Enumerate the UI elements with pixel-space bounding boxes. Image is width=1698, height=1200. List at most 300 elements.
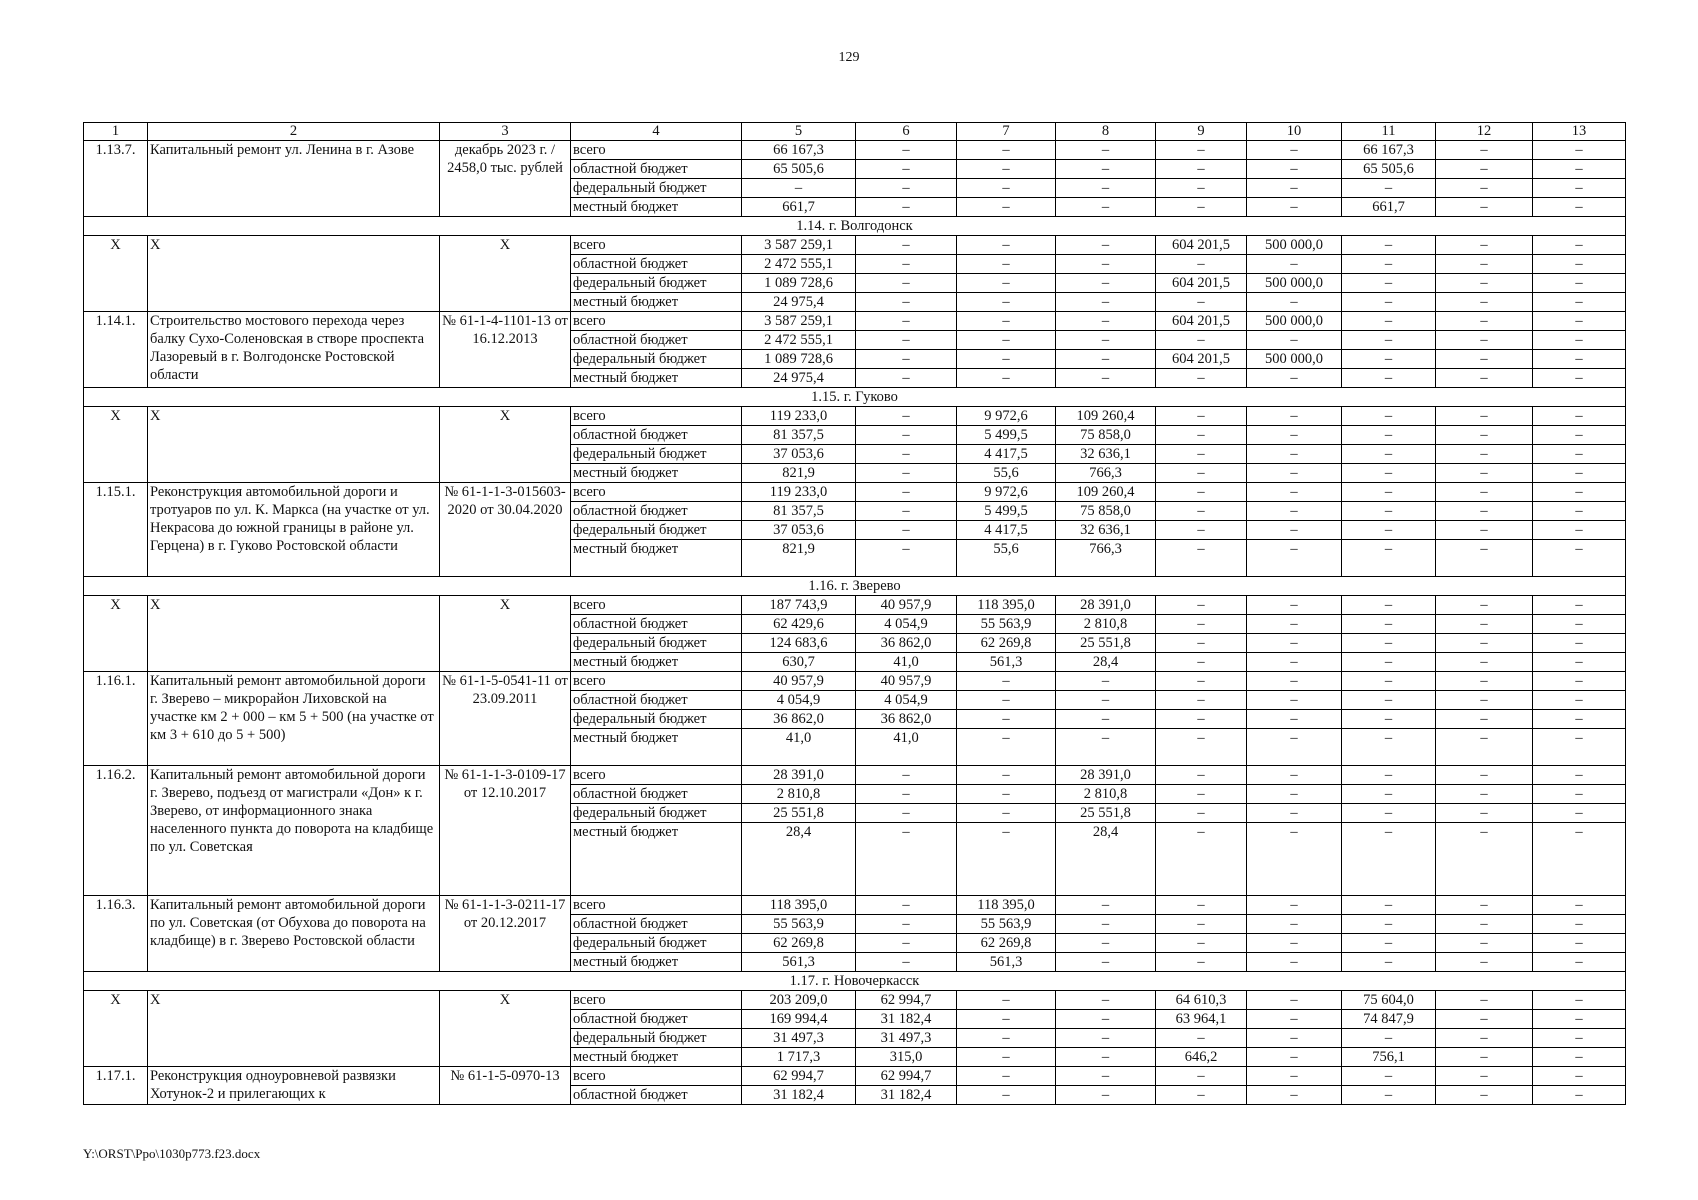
budget-source-label: местный бюджет — [571, 540, 742, 577]
value-cell: – — [1436, 464, 1533, 483]
item-number: 1.17.1. — [84, 1067, 148, 1105]
value-cell: – — [1342, 653, 1436, 672]
value-cell: – — [957, 729, 1056, 766]
value-cell: – — [1156, 823, 1247, 896]
value-cell: – — [957, 293, 1056, 312]
item-name: Х — [148, 407, 440, 483]
value-cell: 4 054,9 — [856, 691, 957, 710]
value-cell: – — [1533, 785, 1626, 804]
value-cell: – — [1342, 729, 1436, 766]
value-cell: 561,3 — [742, 953, 856, 972]
section-row — [84, 217, 1626, 236]
value-cell: – — [1342, 934, 1436, 953]
value-cell: – — [1156, 785, 1247, 804]
value-cell: – — [856, 141, 957, 160]
value-cell: – — [1436, 653, 1533, 672]
budget-source-label: областной бюджет — [571, 255, 742, 274]
value-cell: – — [1247, 426, 1342, 445]
budget-source-label: областной бюджет — [571, 160, 742, 179]
table-row — [84, 896, 1626, 915]
item-name: Х — [148, 236, 440, 312]
column-header: 13 — [1533, 123, 1626, 141]
value-cell: – — [1056, 1086, 1156, 1105]
value-cell: – — [1436, 236, 1533, 255]
value-cell: – — [1342, 483, 1436, 502]
value-cell: – — [1156, 141, 1247, 160]
value-cell: – — [1247, 407, 1342, 426]
budget-source-label: местный бюджет — [571, 1048, 742, 1067]
value-cell: – — [856, 426, 957, 445]
table-row — [84, 236, 1626, 255]
value-cell: 25 551,8 — [1056, 804, 1156, 823]
value-cell: 203 209,0 — [742, 991, 856, 1010]
budget-source-label: областной бюджет — [571, 1086, 742, 1105]
value-cell: 65 505,6 — [742, 160, 856, 179]
budget-source-label: всего — [571, 141, 742, 160]
value-cell: – — [1533, 483, 1626, 502]
value-cell: – — [1247, 160, 1342, 179]
value-cell: – — [1533, 615, 1626, 634]
value-cell: – — [856, 540, 957, 577]
value-cell: – — [1156, 255, 1247, 274]
item-document: № 61-1-1-3-0211-17 от 20.12.2017 — [440, 896, 571, 972]
value-cell: – — [957, 198, 1056, 217]
value-cell: – — [1056, 1029, 1156, 1048]
value-cell: – — [1533, 691, 1626, 710]
value-cell: 1 089 728,6 — [742, 274, 856, 293]
value-cell: 55 563,9 — [742, 915, 856, 934]
budget-source-label: всего — [571, 407, 742, 426]
value-cell: – — [1247, 198, 1342, 217]
value-cell: – — [1533, 350, 1626, 369]
value-cell: 500 000,0 — [1247, 274, 1342, 293]
column-header: 3 — [440, 123, 571, 141]
value-cell: – — [1436, 426, 1533, 445]
value-cell: – — [1056, 274, 1156, 293]
value-cell: – — [957, 179, 1056, 198]
value-cell: – — [1533, 596, 1626, 615]
value-cell: – — [957, 1048, 1056, 1067]
value-cell: 62 269,8 — [742, 934, 856, 953]
value-cell: 62 994,7 — [742, 1067, 856, 1086]
value-cell: – — [1342, 331, 1436, 350]
value-cell: – — [1056, 934, 1156, 953]
value-cell: – — [856, 445, 957, 464]
value-cell: 124 683,6 — [742, 634, 856, 653]
budget-source-label: областной бюджет — [571, 785, 742, 804]
value-cell: – — [1436, 483, 1533, 502]
value-cell: 66 167,3 — [1342, 141, 1436, 160]
value-cell: 119 233,0 — [742, 407, 856, 426]
value-cell: 25 551,8 — [742, 804, 856, 823]
item-document: № 61-1-1-3-0109-17 от 12.10.2017 — [440, 766, 571, 896]
value-cell: – — [1436, 331, 1533, 350]
value-cell: – — [957, 236, 1056, 255]
value-cell: – — [1342, 896, 1436, 915]
value-cell: – — [856, 804, 957, 823]
value-cell: 41,0 — [856, 729, 957, 766]
value-cell: – — [1342, 915, 1436, 934]
value-cell: – — [1342, 407, 1436, 426]
value-cell: – — [1247, 293, 1342, 312]
section-row — [84, 577, 1626, 596]
value-cell: – — [1156, 293, 1247, 312]
value-cell: – — [1436, 691, 1533, 710]
value-cell: – — [1533, 407, 1626, 426]
value-cell: – — [1436, 804, 1533, 823]
column-header: 4 — [571, 123, 742, 141]
value-cell: 75 858,0 — [1056, 426, 1156, 445]
value-cell: – — [957, 350, 1056, 369]
value-cell: – — [1436, 1067, 1533, 1086]
value-cell: – — [1533, 445, 1626, 464]
value-cell: – — [1436, 823, 1533, 896]
value-cell: – — [1342, 502, 1436, 521]
value-cell: – — [1436, 729, 1533, 766]
value-cell: – — [1156, 691, 1247, 710]
value-cell: – — [1156, 766, 1247, 785]
value-cell: – — [1056, 236, 1156, 255]
table-body — [84, 123, 1626, 1105]
value-cell: – — [1247, 915, 1342, 934]
value-cell: – — [1156, 1086, 1247, 1105]
value-cell: – — [1156, 331, 1247, 350]
value-cell: – — [1247, 596, 1342, 615]
column-header: 11 — [1342, 123, 1436, 141]
value-cell: – — [856, 502, 957, 521]
budget-source-label: всего — [571, 236, 742, 255]
value-cell: 9 972,6 — [957, 483, 1056, 502]
value-cell: – — [1342, 1086, 1436, 1105]
budget-source-label: федеральный бюджет — [571, 179, 742, 198]
value-cell: – — [1436, 521, 1533, 540]
budget-source-label: всего — [571, 991, 742, 1010]
item-number: 1.13.7. — [84, 141, 148, 217]
column-header: 9 — [1156, 123, 1247, 141]
value-cell: – — [957, 369, 1056, 388]
value-cell: – — [1247, 464, 1342, 483]
value-cell: 28 391,0 — [1056, 596, 1156, 615]
value-cell: 3 587 259,1 — [742, 236, 856, 255]
budget-source-label: областной бюджет — [571, 1010, 742, 1029]
item-number: Х — [84, 991, 148, 1067]
value-cell: 24 975,4 — [742, 293, 856, 312]
value-cell: – — [1156, 198, 1247, 217]
value-cell: – — [1156, 896, 1247, 915]
table-row — [84, 766, 1626, 785]
value-cell: 604 201,5 — [1156, 274, 1247, 293]
column-header: 1 — [84, 123, 148, 141]
value-cell: – — [957, 1029, 1056, 1048]
value-cell: – — [856, 953, 957, 972]
table-row — [84, 596, 1626, 615]
value-cell: 2 472 555,1 — [742, 255, 856, 274]
column-header: 12 — [1436, 123, 1533, 141]
value-cell: – — [1056, 198, 1156, 217]
value-cell: – — [856, 896, 957, 915]
section-title: 1.17. г. Новочеркасск — [84, 972, 1626, 991]
value-cell: – — [1533, 953, 1626, 972]
value-cell: – — [1247, 141, 1342, 160]
item-number: Х — [84, 596, 148, 672]
item-number: 1.14.1. — [84, 312, 148, 388]
value-cell: – — [1247, 1010, 1342, 1029]
value-cell: 4 054,9 — [742, 691, 856, 710]
item-name: Капитальный ремонт автомобильной дороги по ул. Советская (от Обухова до поворота на кладбище) в г. Зверево Ростовской области — [148, 896, 440, 972]
value-cell: 646,2 — [1156, 1048, 1247, 1067]
value-cell: – — [1533, 1010, 1626, 1029]
value-cell: – — [1533, 729, 1626, 766]
budget-source-label: местный бюджет — [571, 953, 742, 972]
value-cell: – — [1247, 653, 1342, 672]
table-row — [84, 407, 1626, 426]
value-cell: – — [1247, 804, 1342, 823]
value-cell: – — [1342, 634, 1436, 653]
value-cell: – — [1247, 540, 1342, 577]
value-cell: – — [1436, 369, 1533, 388]
value-cell: 32 636,1 — [1056, 521, 1156, 540]
value-cell: – — [1533, 1067, 1626, 1086]
table-row — [84, 141, 1626, 160]
value-cell: – — [856, 407, 957, 426]
value-cell: – — [1342, 691, 1436, 710]
value-cell: – — [1156, 710, 1247, 729]
value-cell: 1 717,3 — [742, 1048, 856, 1067]
value-cell: – — [1436, 710, 1533, 729]
value-cell: – — [1056, 710, 1156, 729]
value-cell: 500 000,0 — [1247, 312, 1342, 331]
section-row — [84, 388, 1626, 407]
value-cell: – — [957, 1086, 1056, 1105]
value-cell: – — [1247, 672, 1342, 691]
value-cell: – — [1342, 785, 1436, 804]
value-cell: – — [1156, 672, 1247, 691]
value-cell: 81 357,5 — [742, 502, 856, 521]
budget-source-label: областной бюджет — [571, 691, 742, 710]
value-cell: – — [1533, 312, 1626, 331]
item-document: декабрь 2023 г. / 2458,0 тыс. рублей — [440, 141, 571, 217]
value-cell: – — [957, 141, 1056, 160]
value-cell: – — [856, 369, 957, 388]
value-cell: 821,9 — [742, 540, 856, 577]
value-cell: 75 604,0 — [1342, 991, 1436, 1010]
value-cell: 119 233,0 — [742, 483, 856, 502]
value-cell: 4 417,5 — [957, 521, 1056, 540]
value-cell: – — [957, 710, 1056, 729]
item-number: Х — [84, 236, 148, 312]
value-cell: – — [1533, 991, 1626, 1010]
value-cell: – — [1342, 350, 1436, 369]
value-cell: 187 743,9 — [742, 596, 856, 615]
budget-source-label: областной бюджет — [571, 426, 742, 445]
value-cell: – — [1533, 255, 1626, 274]
value-cell: – — [1247, 1029, 1342, 1048]
value-cell: – — [1247, 1086, 1342, 1105]
value-cell: 62 994,7 — [856, 991, 957, 1010]
value-cell: 661,7 — [742, 198, 856, 217]
budget-source-label: федеральный бюджет — [571, 445, 742, 464]
value-cell: – — [1156, 596, 1247, 615]
footer-path: Y:\ORST\Ppo\1030p773.f23.docx — [83, 1146, 261, 1161]
budget-source-label: федеральный бюджет — [571, 634, 742, 653]
value-cell: – — [957, 274, 1056, 293]
value-cell: – — [1436, 615, 1533, 634]
value-cell: – — [1436, 1010, 1533, 1029]
value-cell: 28,4 — [742, 823, 856, 896]
value-cell: 604 201,5 — [1156, 236, 1247, 255]
budget-source-label: федеральный бюджет — [571, 710, 742, 729]
page-number: 129 — [838, 50, 860, 65]
value-cell: – — [1342, 293, 1436, 312]
value-cell: – — [1436, 198, 1533, 217]
value-cell: – — [1533, 369, 1626, 388]
value-cell: 315,0 — [856, 1048, 957, 1067]
budget-source-label: федеральный бюджет — [571, 1029, 742, 1048]
value-cell: – — [1247, 255, 1342, 274]
value-cell: 62 269,8 — [957, 934, 1056, 953]
value-cell: – — [1056, 691, 1156, 710]
value-cell: 64 610,3 — [1156, 991, 1247, 1010]
value-cell: – — [1436, 160, 1533, 179]
value-cell: – — [1247, 934, 1342, 953]
value-cell: 31 182,4 — [856, 1086, 957, 1105]
value-cell: – — [957, 1010, 1056, 1029]
table-row — [84, 1067, 1626, 1086]
value-cell: 5 499,5 — [957, 502, 1056, 521]
value-cell: – — [1436, 1048, 1533, 1067]
value-cell: 28 391,0 — [742, 766, 856, 785]
budget-source-label: местный бюджет — [571, 464, 742, 483]
value-cell: – — [856, 255, 957, 274]
value-cell: – — [957, 785, 1056, 804]
value-cell: – — [1247, 896, 1342, 915]
value-cell: – — [1247, 369, 1342, 388]
table-row — [84, 991, 1626, 1010]
value-cell: – — [957, 991, 1056, 1010]
value-cell: – — [1533, 464, 1626, 483]
item-document: № 61-1-4-1101-13 от 16.12.2013 — [440, 312, 571, 388]
value-cell: – — [1533, 1048, 1626, 1067]
value-cell: – — [957, 672, 1056, 691]
value-cell: 24 975,4 — [742, 369, 856, 388]
value-cell: – — [1342, 274, 1436, 293]
value-cell: – — [1342, 953, 1436, 972]
budget-source-label: федеральный бюджет — [571, 350, 742, 369]
value-cell: – — [1533, 141, 1626, 160]
value-cell: 37 053,6 — [742, 521, 856, 540]
value-cell: 28 391,0 — [1056, 766, 1156, 785]
value-cell: – — [1156, 502, 1247, 521]
value-cell: – — [1342, 369, 1436, 388]
value-cell: – — [957, 766, 1056, 785]
value-cell: 25 551,8 — [1056, 634, 1156, 653]
value-cell: 31 182,4 — [856, 1010, 957, 1029]
value-cell: 561,3 — [957, 653, 1056, 672]
value-cell: – — [1436, 785, 1533, 804]
value-cell: – — [1156, 1067, 1247, 1086]
item-name: Реконструкция автомобильной дороги и тротуаров по ул. К. Маркса (на участке от ул. Некрасова до южной границы в районе ул. Герцена) в г. Гуково Ростовской области — [148, 483, 440, 577]
value-cell: – — [742, 179, 856, 198]
budget-source-label: всего — [571, 896, 742, 915]
value-cell: – — [1436, 350, 1533, 369]
value-cell: – — [856, 312, 957, 331]
value-cell: 821,9 — [742, 464, 856, 483]
budget-source-label: федеральный бюджет — [571, 521, 742, 540]
value-cell: 32 636,1 — [1056, 445, 1156, 464]
column-header: 5 — [742, 123, 856, 141]
budget-source-label: местный бюджет — [571, 729, 742, 766]
value-cell: – — [1056, 179, 1156, 198]
value-cell: – — [1436, 312, 1533, 331]
value-cell: 62 429,6 — [742, 615, 856, 634]
value-cell: – — [1156, 729, 1247, 766]
value-cell: – — [957, 1067, 1056, 1086]
value-cell: – — [1533, 198, 1626, 217]
value-cell: – — [1156, 915, 1247, 934]
value-cell: 4 417,5 — [957, 445, 1056, 464]
value-cell: 65 505,6 — [1342, 160, 1436, 179]
header-row — [84, 123, 1626, 141]
value-cell: – — [856, 934, 957, 953]
value-cell: – — [957, 255, 1056, 274]
value-cell: – — [856, 464, 957, 483]
value-cell: 31 182,4 — [742, 1086, 856, 1105]
budget-source-label: всего — [571, 483, 742, 502]
item-name: Капитальный ремонт ул. Ленина в г. Азове — [148, 141, 440, 217]
value-cell: 4 054,9 — [856, 615, 957, 634]
budget-source-label: местный бюджет — [571, 369, 742, 388]
value-cell: 28,4 — [1056, 823, 1156, 896]
value-cell: – — [1533, 934, 1626, 953]
value-cell: 75 858,0 — [1056, 502, 1156, 521]
value-cell: – — [1342, 1067, 1436, 1086]
value-cell: 118 395,0 — [957, 596, 1056, 615]
value-cell: 28,4 — [1056, 653, 1156, 672]
value-cell: – — [856, 198, 957, 217]
value-cell: – — [1156, 483, 1247, 502]
value-cell: 55 563,9 — [957, 615, 1056, 634]
column-header: 7 — [957, 123, 1056, 141]
value-cell: – — [1342, 255, 1436, 274]
value-cell: 2 810,8 — [742, 785, 856, 804]
value-cell: – — [1056, 160, 1156, 179]
value-cell: – — [1247, 710, 1342, 729]
value-cell: – — [1247, 634, 1342, 653]
value-cell: – — [1436, 634, 1533, 653]
value-cell: 604 201,5 — [1156, 312, 1247, 331]
value-cell: 66 167,3 — [742, 141, 856, 160]
value-cell: – — [957, 804, 1056, 823]
value-cell: – — [856, 915, 957, 934]
value-cell: – — [856, 521, 957, 540]
value-cell: – — [1533, 274, 1626, 293]
budget-source-label: федеральный бюджет — [571, 274, 742, 293]
value-cell: – — [1247, 521, 1342, 540]
item-document: Х — [440, 991, 571, 1067]
value-cell: – — [1056, 350, 1156, 369]
value-cell: – — [1156, 407, 1247, 426]
value-cell: – — [1156, 426, 1247, 445]
value-cell: – — [1056, 141, 1156, 160]
value-cell: – — [1056, 255, 1156, 274]
section-title: 1.15. г. Гуково — [84, 388, 1626, 407]
section-row — [84, 972, 1626, 991]
value-cell: – — [1247, 502, 1342, 521]
item-document: Х — [440, 596, 571, 672]
value-cell: – — [1533, 766, 1626, 785]
value-cell: – — [1247, 179, 1342, 198]
value-cell: – — [1533, 896, 1626, 915]
